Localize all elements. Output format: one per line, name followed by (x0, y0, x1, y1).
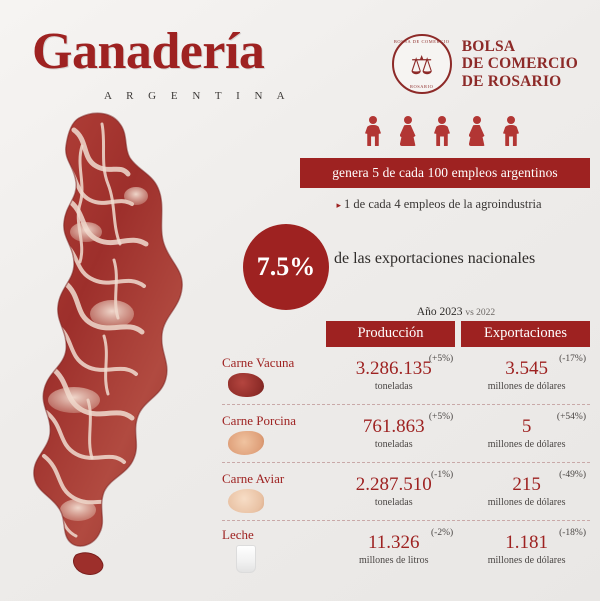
people-icon-row (362, 116, 522, 146)
chicken-icon (228, 489, 264, 513)
row-label-cell (222, 347, 324, 404)
row-label: Carne Vacuna (222, 354, 295, 370)
value: 761.863 (362, 415, 425, 437)
person-icon-5 (500, 116, 522, 146)
tierra-del-fuego (74, 553, 103, 575)
row-label: Carne Aviar (222, 470, 285, 486)
value: 3.545 (505, 357, 548, 379)
seal-top-text: BOLSA DE COMERCIO (393, 39, 450, 44)
employment-subnote-text: 1 de cada 4 empleos de la agroindustria (344, 197, 542, 211)
person-icon-4 (466, 116, 488, 146)
delta-badge: (+5%) (428, 354, 454, 364)
argentina-map (16, 100, 236, 580)
triangle-marker-icon: ▸ (336, 200, 342, 210)
cell-produccion (330, 521, 457, 578)
bolsa-seal-icon (392, 34, 452, 94)
person-icon-2 (397, 116, 419, 146)
seal-bottom-text: ROSARIO (409, 84, 434, 89)
unit: millones de dólares (487, 555, 566, 567)
cell-produccion (330, 405, 457, 462)
value: 1.181 (505, 531, 548, 553)
row-label: Leche (222, 526, 254, 542)
value: 215 (512, 473, 541, 495)
value: 5 (521, 415, 532, 437)
table-header-row (326, 321, 590, 347)
delta-badge: (-18%) (559, 528, 587, 538)
cell-exportaciones (463, 463, 590, 520)
employment-subnote (300, 192, 578, 212)
table-row (222, 347, 590, 405)
value: 11.326 (367, 531, 420, 553)
value: 2.287.510 (355, 473, 432, 495)
exports-percent-caption: de las exportaciones nacionales (334, 250, 536, 267)
unit: millones de dólares (487, 439, 566, 451)
delta-badge: (-49%) (559, 470, 587, 480)
stats-table (222, 306, 590, 578)
delta-badge: (-1%) (431, 470, 454, 480)
table-year: Año 2023 (416, 306, 463, 318)
logo-line-1: BOLSA (461, 37, 516, 55)
argentina-map-svg (16, 100, 236, 580)
delta-badge: (+5%) (428, 412, 454, 422)
unit: toneladas (374, 381, 413, 393)
delta-badge: (-2%) (431, 528, 454, 538)
person-icon-1 (362, 116, 384, 146)
unit: toneladas (374, 497, 413, 509)
logo-line-2: DE COMERCIO (461, 55, 578, 73)
map-meat-texture (16, 100, 236, 580)
employment-banner: genera 5 de cada 100 empleos argentinos (300, 158, 590, 188)
logo-block (392, 34, 578, 94)
cell-exportaciones (463, 521, 590, 578)
table-row (222, 405, 590, 463)
logo-line-3: DE ROSARIO (461, 72, 562, 90)
cell-produccion (330, 347, 457, 404)
scales-icon: ⚖ (410, 50, 434, 80)
cell-exportaciones (463, 347, 590, 404)
table-year-label (222, 306, 590, 318)
logo-wordmark (462, 38, 578, 90)
title-block (32, 23, 362, 102)
exports-percent-badge: 7.5% (243, 224, 329, 310)
row-label: Carne Porcina (222, 412, 297, 428)
pork-icon (228, 431, 264, 455)
column-header-produccion: Producción (326, 321, 455, 347)
person-icon-3 (431, 116, 453, 146)
unit: millones de dólares (487, 497, 566, 509)
page-subtitle: A R G E N T I N A (104, 90, 291, 102)
table-row (222, 521, 590, 578)
value: 3.286.135 (355, 357, 432, 379)
row-label-cell (222, 521, 324, 578)
table-year-vs: vs 2022 (465, 308, 496, 318)
column-header-exportaciones: Exportaciones (461, 321, 590, 347)
page-title: Ganadería (32, 23, 265, 80)
cell-exportaciones (463, 405, 590, 462)
unit: millones de litros (359, 555, 429, 567)
table-row (222, 463, 590, 521)
beef-icon (228, 373, 264, 397)
cell-produccion (330, 463, 457, 520)
delta-badge: (-17%) (559, 354, 587, 364)
unit: toneladas (374, 439, 413, 451)
unit: millones de dólares (487, 381, 566, 393)
delta-badge: (+54%) (556, 412, 587, 422)
row-label-cell (222, 405, 324, 462)
row-label-cell (222, 463, 324, 520)
milk-glass-icon (236, 545, 256, 573)
